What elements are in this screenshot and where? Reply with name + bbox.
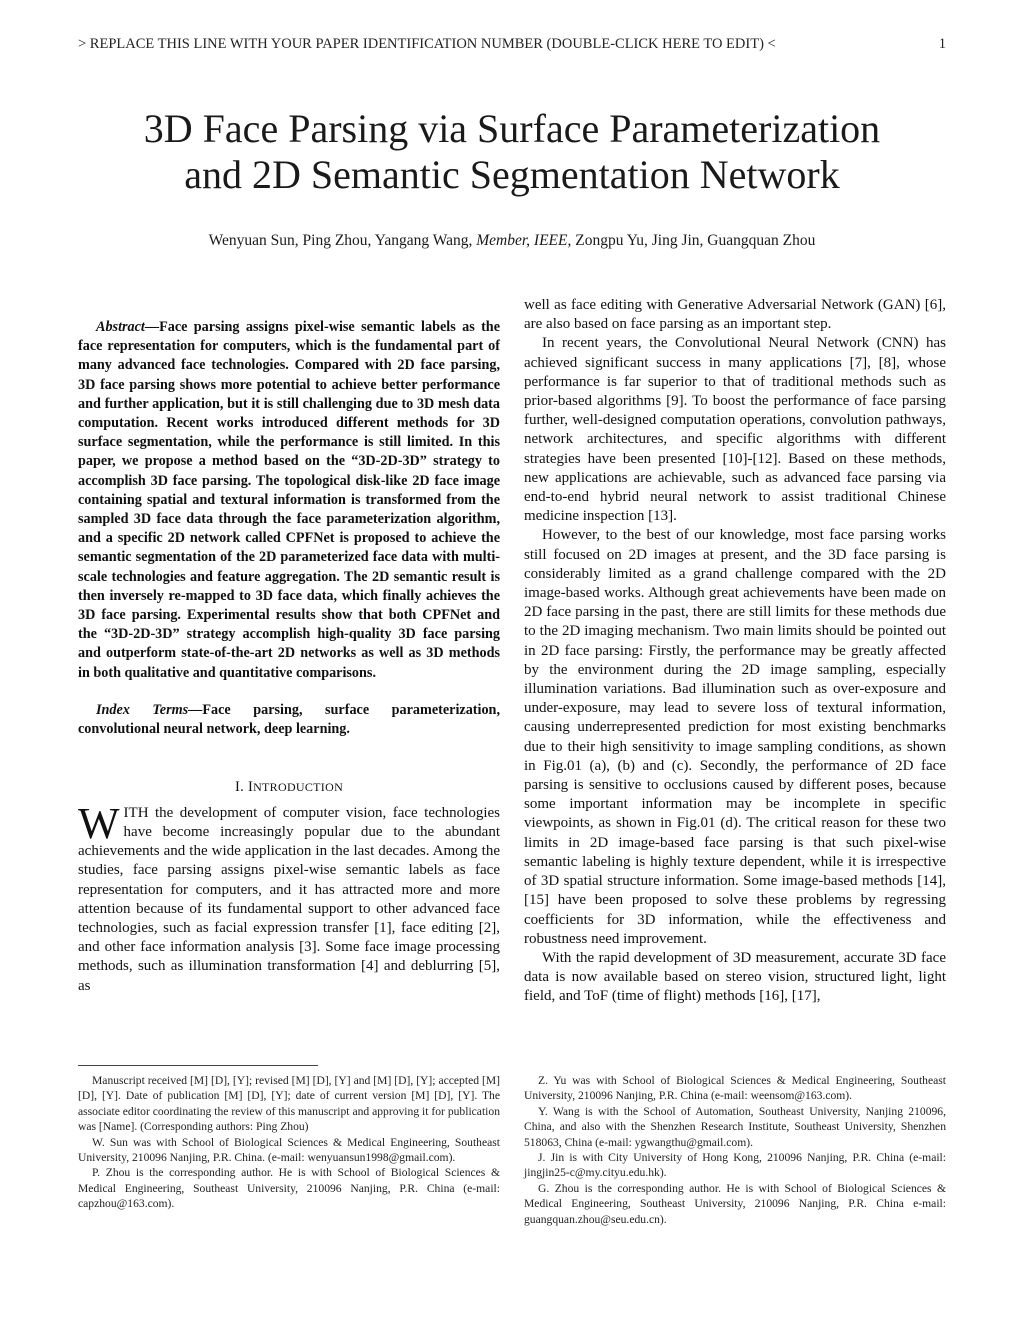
authors-after: , Zongpu Yu, Jing Jin, Guangquan Zhou (567, 232, 816, 249)
footnote-sun: W. Sun was with School of Biological Sciences & Medical Engineering, Southeast University, 210096 Nanjing, P.R. China. (e-mail: wenyuansun1998@gmail.com). (78, 1135, 500, 1165)
index-terms-label: Index Terms (96, 701, 189, 718)
index-terms (78, 701, 500, 739)
section-numeral: I. (234, 778, 244, 795)
authors-membership: Member, IEEE (476, 232, 568, 249)
authors-before: Wenyuan Sun, Ping Zhou, Yangang Wang, (208, 232, 473, 249)
section-heading-introduction (78, 779, 500, 796)
paragraph-cnn: In recent years, the Convolutional Neural Network (CNN) has achieved significant success in many applications [7], [8], whose performance is far superior to that of traditional methods such as prior-based algorithms [9]. To boost the performance of face parsing further, well-designed computation operations, convolution pathways, network architectures, and specific algorithms with different strategies have been presented [10]-[12]. Based on these methods, new applications are achievable, such as advanced face parsing via end-to-end hybrid neural network to assist traditional Chinese medicine inspection [13]. (524, 335, 946, 525)
page-number: 1 (938, 36, 946, 52)
footnote-divider (78, 1065, 318, 1066)
footnote-wang: Y. Wang is with the School of Automation, Southeast University, Nanjing 210096, China, and also with the Shenzhen Research Institute, Southeast University, Shenzhen 518063, China (e-mail: ygwangthu@gmail.com). (524, 1104, 946, 1149)
footnotes-left (78, 1073, 500, 1212)
abstract-text: —Face parsing assigns pixel-wise semantic labels as the face representation for computers, which is the fundamental part of many advanced face technologies. Compared with 2D face parsing, 3D face parsing shows more potential to achieve better performance and further application, but it is still challenging due to 3D mesh data computation. Recent works introduced different methods for 3D surface segmentation, while the performance is still limited. In this paper, we propose a method based on the “3D-2D-3D” strategy to accomplish 3D face parsing. The topological disk-like 2D face image containing spatial and textural information is transformed from the sampled 3D face data through the face parameterization algorithm, and a specific 2D network called CPFNet is proposed to achieve the semantic segmentation of the 2D parameterized face data with multi-scale technologies and feature aggregation. The 2D semantic result is then inversely re-mapped to 3D face data, which finally achieves the 3D face parsing. Experimental results show that both CPFNet and the “3D-2D-3D” strategy accomplish high-quality 3D face parsing and outperform state-of-the-art 2D networks as well as 3D methods in both qualitative and quantitative comparisons. (78, 319, 500, 681)
title-line-2: and 2D Semantic Segmentation Network (184, 152, 840, 197)
intro-paragraph-1 (78, 798, 500, 996)
paragraph-3d-measurement: With the rapid development of 3D measurement, accurate 3D face data is now available based on stereo vision, structured light, light field, and ToF (time of flight) methods [16], [17], (524, 949, 946, 1005)
footnote-manuscript: Manuscript received [M] [D], [Y]; revised [M] [D], [Y] and [M] [D], [Y]; accepted [M] [D], [Y]. Date of publication [M] [D], [Y]; date of current version [M] [D], [Y]. The associate editor coordinating the review of this manuscript and approving it for publication was [Name]. (Corresponding authors: Ping Zhou) (78, 1074, 500, 1134)
paragraph-continued: well as face editing with Generative Adversarial Network (GAN) [6], are also based on face parsing as an important step. (524, 297, 946, 333)
footnote-jin: J. Jin is with City University of Hong Kong, 210096 Nanjing, P.R. China (e-mail: jingjin25-c@my.cityu.edu.hk). (524, 1151, 946, 1180)
abstract-label: Abstract (96, 319, 145, 335)
left-column (78, 318, 500, 996)
index-terms-text: —Face parsing, surface parameterization, convolutional neural network, deep learning. (78, 701, 500, 737)
running-header (78, 36, 946, 56)
drop-cap: W (78, 798, 120, 848)
intro-paragraph-1-text: ITH the development of computer vision, face technologies have become increasingly popular due to the abundant achievements and the wide application in the last decades. Among the studies, face parsing assigns pixel-wise semantic labels as face representation for computers, and it has attracted more and more attention because of its fundamental support to other advanced face technologies, such as facial expression transfer [1], face editing [2], and other face information analysis [3]. Some face image processing methods, such as illumination transformation [4] and deblurring [5], as (78, 804, 500, 994)
section-first-letter: I (247, 778, 254, 795)
footnotes-right (524, 1073, 946, 1227)
paragraph-limits: However, to the best of our knowledge, most face parsing works still focused on 2D images at present, and the 3D face parsing is considerably limited as a grand challenge compared with the 2D image-based works. Although great achievements have been made on 2D face parsing in the past, there are still limits for these methods due to the 2D imaging mechanism. Two main limits should be pointed out in 2D face parsing: Firstly, the performance may be greatly affected by the environment during the 2D image sampling, especially illumination variations. Bad illumination such as over-exposure and under-exposure, may lead to severe loss of textural information, causing underrepresented prediction for most existing benchmarks due to their high sensitivity to image sampling conditions, as shown in Fig.01 (a), (b) and (c). Secondly, the performance of 2D face parsing is sensitive to occlusions caused by different poses, because some important information may be incomplete in specific viewpoints, as shown in Fig.01 (d). The critical reason for these two limits in 2D image-based face parsing is that such pixel-wise semantic labeling is highly texture dependent, while it is irrespective of 3D spatial structure information. Some image-based methods [14], [15] have been proposed to solve these problems by regressing coefficients for 3D information, while the effectiveness and robustness need improvement. (524, 527, 946, 947)
paper-title (0, 106, 1024, 198)
section-title-rest: NTRODUCTION (253, 779, 344, 794)
introduction-body (78, 798, 500, 996)
author-list (0, 232, 1024, 250)
footnote-zhou-p: P. Zhou is the corresponding author. He is with School of Biological Sciences & Medical Engineering, Southeast University, 210096 Nanjing, P.R. China (e-mail: capzhou@163.com). (78, 1166, 500, 1211)
abstract (78, 318, 500, 683)
paper-identification-line[interactable]: > REPLACE THIS LINE WITH YOUR PAPER IDENTIFICATION NUMBER (DOUBLE-CLICK HERE TO EDIT) < (78, 36, 776, 52)
footnote-zhou-g: G. Zhou is the corresponding author. He is with School of Biological Sciences & Medical Engineering, Southeast University, 210096 Nanjing, P.R. China e-mail: guangquan.zhou@seu.edu.cn). (524, 1181, 946, 1226)
right-column (524, 296, 946, 1007)
title-line-1: 3D Face Parsing via Surface Parameterization (143, 106, 881, 151)
footnote-yu: Z. Yu was with School of Biological Sciences & Medical Engineering, Southeast University, 210096 Nanjing, P.R. China (e-mail: weensom@163.com). (524, 1074, 946, 1103)
